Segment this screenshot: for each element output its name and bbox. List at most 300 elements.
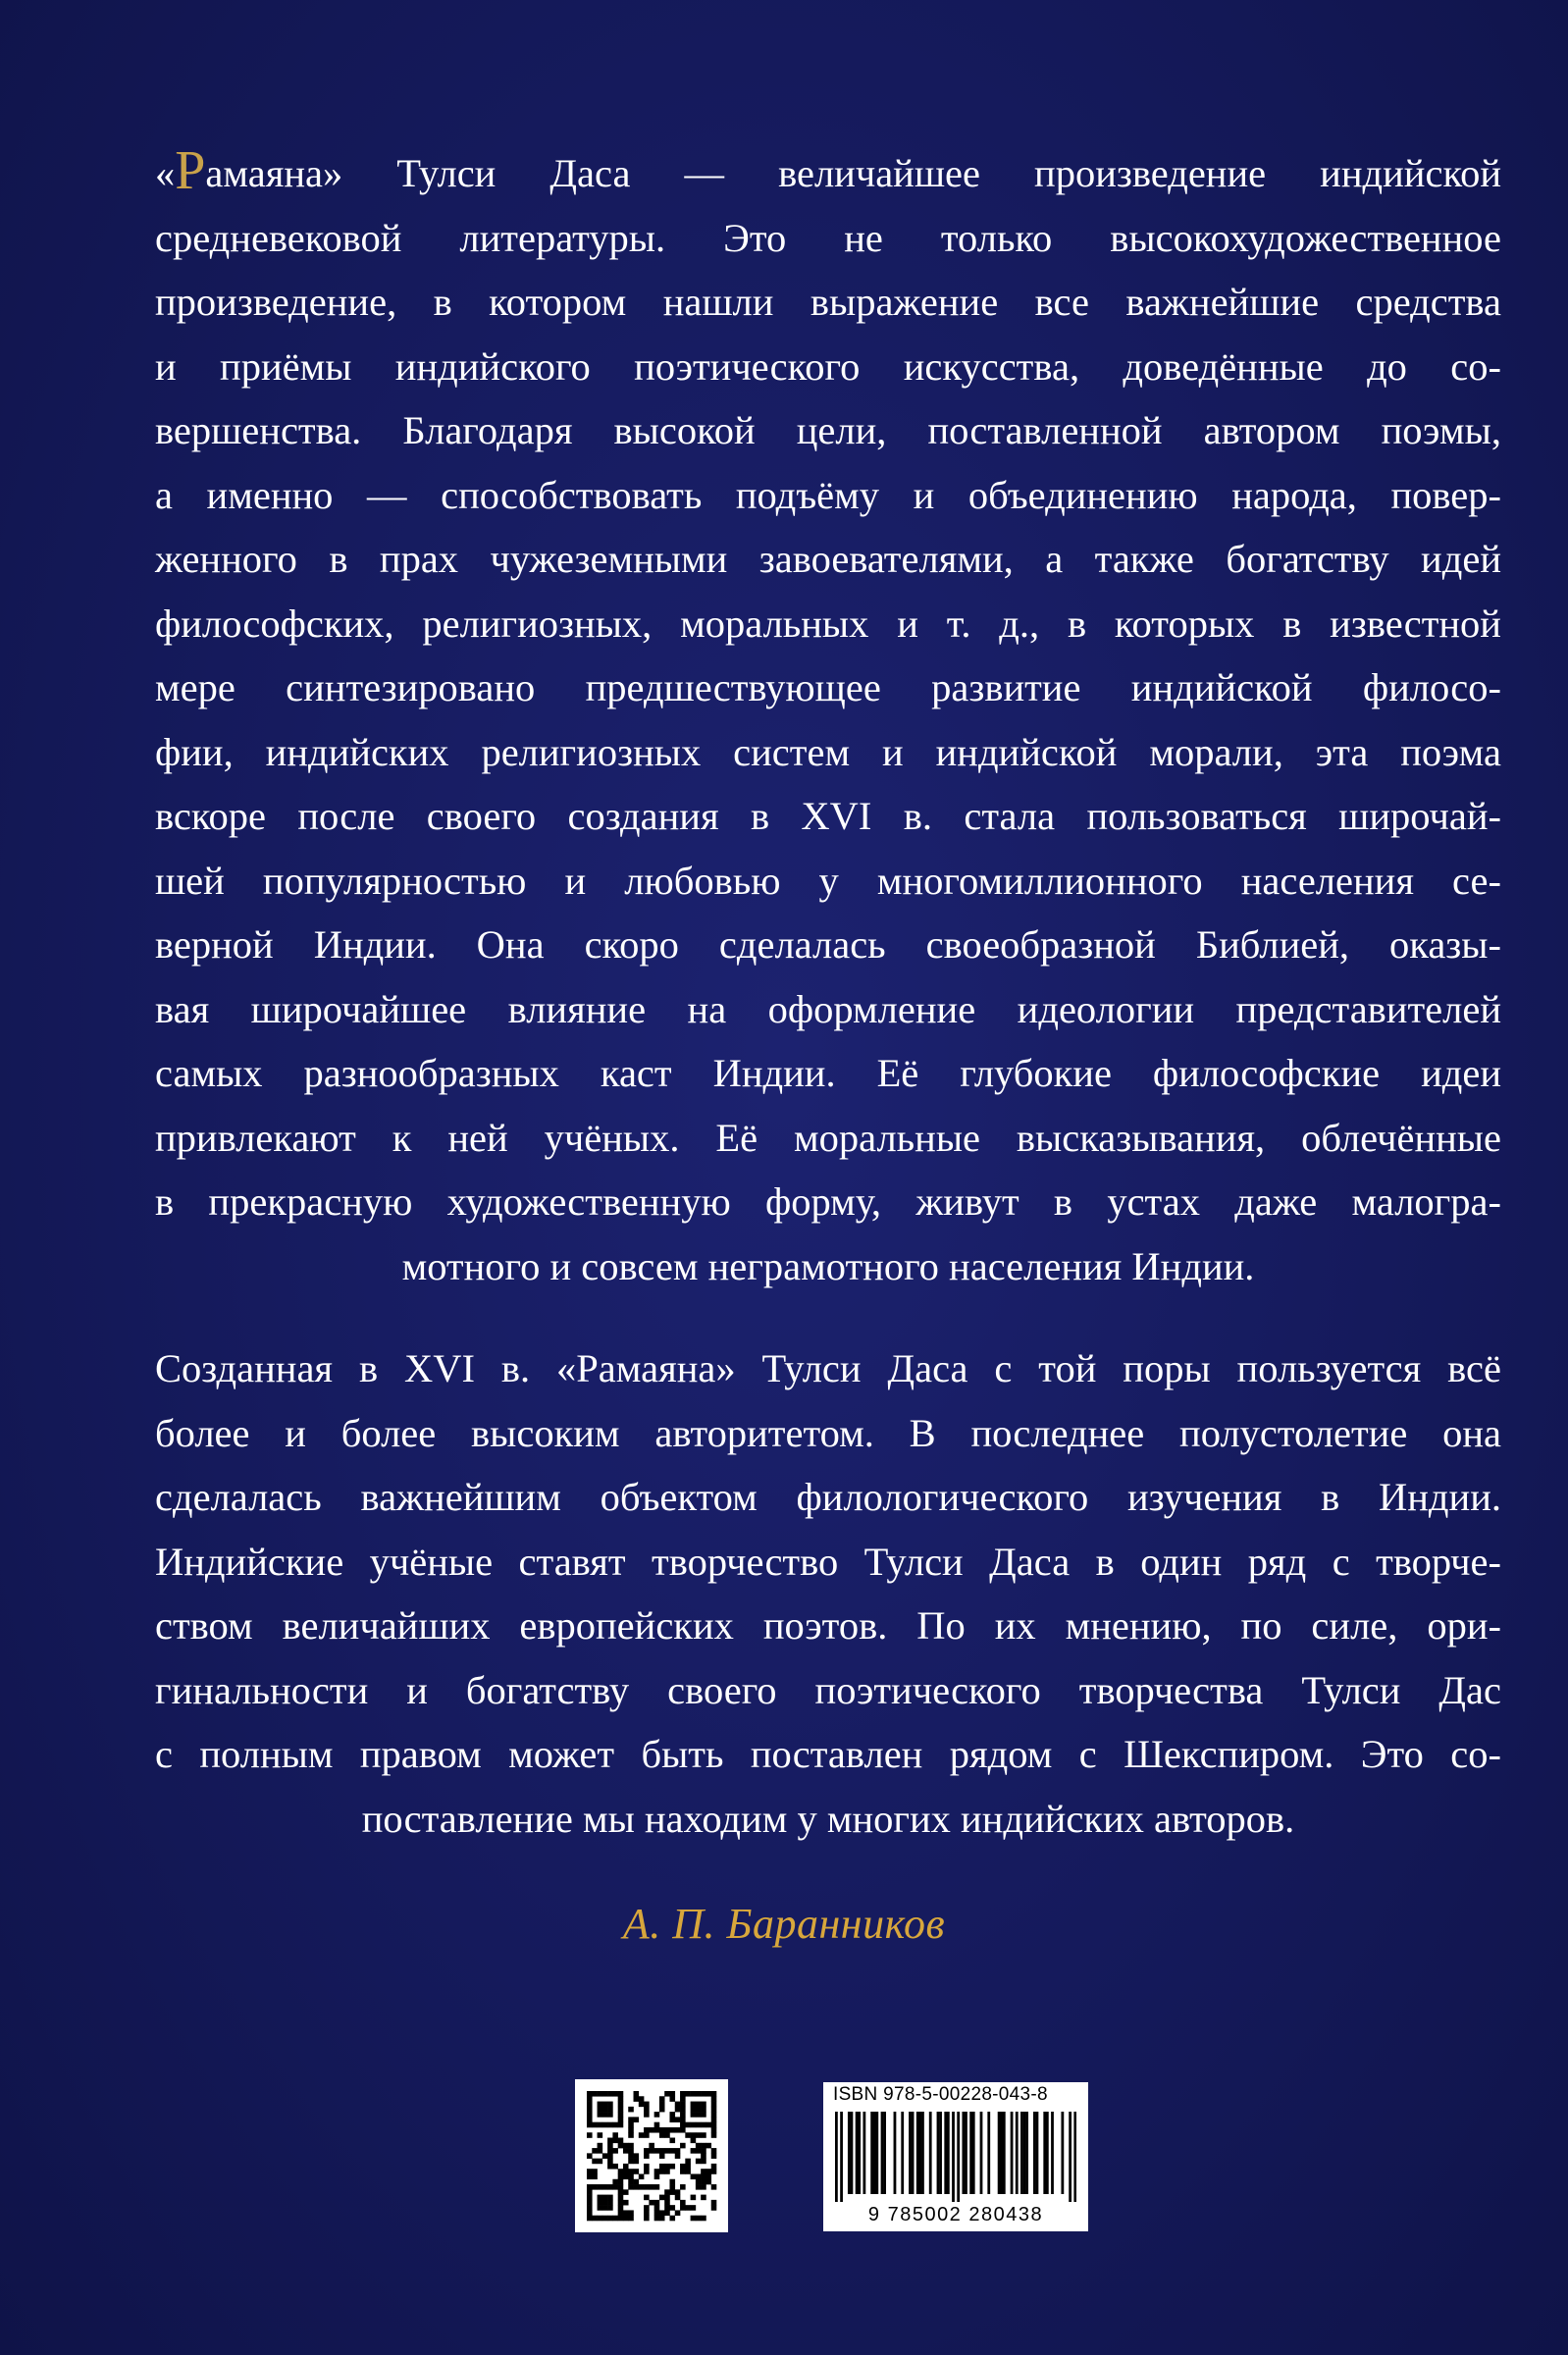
qr-module — [587, 2205, 593, 2211]
qr-module — [587, 2107, 593, 2113]
barcode-bar — [980, 2112, 983, 2194]
qr-module — [654, 2200, 660, 2206]
qr-module — [598, 2195, 603, 2201]
qr-module — [602, 2205, 608, 2211]
qr-module — [701, 2148, 706, 2154]
qr-module — [592, 2159, 598, 2165]
barcode-bar — [969, 2112, 972, 2194]
barcode-bar — [962, 2112, 965, 2194]
barcode-bar — [1025, 2112, 1028, 2194]
author-signature: А. П. Баранников — [622, 1900, 946, 1948]
qr-module — [628, 2132, 634, 2138]
qr-module — [669, 2184, 675, 2190]
qr-module — [587, 2173, 593, 2179]
qr-module — [602, 2184, 608, 2190]
qr-module — [598, 2102, 603, 2108]
qr-module — [628, 2143, 634, 2149]
barcode-bar — [1003, 2112, 1006, 2194]
qr-module — [691, 2195, 697, 2201]
qr-module — [680, 2127, 686, 2133]
qr-module — [644, 2184, 650, 2190]
qr-module — [680, 2091, 686, 2097]
qr-module — [607, 2107, 613, 2113]
qr-module — [587, 2210, 593, 2216]
qr-module — [623, 2143, 629, 2149]
barcode-bar — [1046, 2112, 1049, 2194]
qr-module — [618, 2096, 624, 2102]
qr-module — [669, 2179, 675, 2185]
qr-module — [592, 2173, 598, 2179]
qr-module — [649, 2184, 654, 2190]
qr-module — [628, 2117, 634, 2122]
paragraph-line: вскоре после своего создания в XVI в. стала пользоваться широчай- — [155, 794, 1501, 838]
qr-module — [607, 2159, 613, 2165]
barcode-bar — [1016, 2112, 1019, 2194]
qr-module — [623, 2216, 629, 2222]
qr-module — [669, 2216, 675, 2222]
qr-module — [680, 2184, 686, 2190]
barcode-bar — [957, 2112, 960, 2202]
qr-module — [634, 2169, 640, 2174]
qr-module — [644, 2107, 650, 2113]
barcode-bar — [921, 2112, 924, 2194]
qr-module — [664, 2164, 670, 2170]
paragraph-line: привлекают к ней учёных. Её моральные высказывания, облечённые — [155, 1115, 1501, 1160]
qr-module — [691, 2205, 697, 2211]
qr-module — [598, 2107, 603, 2113]
qr-module — [711, 2164, 717, 2170]
qr-module — [696, 2112, 702, 2118]
barcode-bar — [856, 2112, 859, 2194]
qr-module — [623, 2169, 629, 2174]
paragraph-line: средневековой литературы. Это не только высокохудожественное — [155, 215, 1501, 260]
qr-module — [598, 2205, 603, 2211]
qr-module — [607, 2138, 613, 2144]
barcode-bar — [1051, 2112, 1054, 2194]
qr-module — [644, 2205, 650, 2211]
qr-module — [607, 2153, 613, 2159]
qr-module — [644, 2195, 650, 2201]
qr-module — [654, 2122, 660, 2128]
qr-module — [680, 2169, 686, 2174]
qr-module — [696, 2107, 702, 2113]
qr-module — [680, 2117, 686, 2122]
qr-module — [618, 2184, 624, 2190]
qr-module — [598, 2216, 603, 2222]
drop-initial: Р — [175, 140, 206, 201]
qr-module — [607, 2112, 613, 2118]
qr-module — [711, 2122, 717, 2128]
qr-module — [675, 2107, 681, 2113]
qr-module — [623, 2189, 629, 2195]
barcode-bar — [883, 2112, 886, 2194]
qr-module — [675, 2189, 681, 2195]
qr-module — [592, 2091, 598, 2097]
qr-module — [598, 2122, 603, 2128]
qr-module — [612, 2179, 618, 2185]
paragraph-line: женного в прах чужеземными завоевателями, а также богатству идей — [155, 537, 1501, 581]
qr-module — [691, 2138, 697, 2144]
qr-module — [644, 2164, 650, 2170]
qr-module — [644, 2132, 650, 2138]
paragraph-line: произведение, в котором нашли выражение все важнейшие средства — [155, 280, 1501, 324]
paragraph-line: мере синтезировано предшествующее развитие индийской филосо- — [155, 665, 1501, 709]
qr-code — [575, 2079, 728, 2232]
qr-module — [691, 2216, 697, 2222]
qr-module — [644, 2102, 650, 2108]
paragraph-line — [155, 141, 1501, 206]
qr-module — [696, 2159, 702, 2165]
qr-module — [587, 2102, 593, 2108]
barcode-bar — [944, 2112, 947, 2194]
qr-module — [649, 2143, 654, 2149]
qr-module — [669, 2138, 675, 2144]
annotation-paragraph-2 — [155, 1336, 1501, 1851]
qr-module — [644, 2216, 650, 2222]
paragraph-line: сделалась важнейшим объектом филологического изучения в Индии. — [155, 1475, 1501, 1519]
qr-module — [711, 2169, 717, 2174]
qr-module — [696, 2091, 702, 2097]
qr-module — [612, 2184, 618, 2190]
qr-module — [639, 2173, 645, 2179]
qr-module — [634, 2096, 640, 2102]
qr-module — [696, 2216, 702, 2222]
barcode-bar — [894, 2112, 897, 2194]
qr-module — [696, 2122, 702, 2128]
qr-module — [587, 2169, 593, 2174]
qr-module — [607, 2102, 613, 2108]
qr-module — [598, 2200, 603, 2206]
qr-module — [654, 2112, 660, 2118]
paragraph-line: философских, религиозных, моральных и т. д., в которых в известной — [155, 601, 1501, 646]
qr-module — [598, 2159, 603, 2165]
qr-module — [706, 2173, 711, 2179]
paragraph-line: мотного и совсем неграмотного населения Индии. — [401, 1243, 1255, 1288]
qr-module — [639, 2132, 645, 2138]
qr-module — [711, 2127, 717, 2133]
qr-module — [706, 2179, 711, 2185]
qr-module — [696, 2148, 702, 2154]
qr-module — [587, 2132, 593, 2138]
qr-module — [587, 2184, 593, 2190]
qr-module — [659, 2102, 665, 2108]
qr-module — [680, 2112, 686, 2118]
qr-module — [602, 2195, 608, 2201]
qr-module — [701, 2195, 706, 2201]
qr-module — [618, 2173, 624, 2179]
qr-module — [612, 2216, 618, 2222]
barcode-bar — [875, 2112, 878, 2194]
qr-module — [706, 2091, 711, 2097]
paragraph-line: и приёмы индийского поэтического искусства, доведённые до со- — [155, 343, 1501, 389]
qr-module — [618, 2205, 624, 2211]
qr-module — [659, 2127, 665, 2133]
qr-module — [654, 2127, 660, 2133]
qr-module — [612, 2132, 618, 2138]
qr-module — [649, 2127, 654, 2133]
barcode-bar — [1011, 2112, 1014, 2194]
barcode-bar — [840, 2112, 843, 2202]
qr-module — [612, 2122, 618, 2128]
qr-module — [701, 2091, 706, 2097]
paragraph-line: фии, индийских религиозных систем и индийской морали, эта поэма — [155, 729, 1501, 774]
qr-module — [587, 2216, 593, 2222]
qr-module — [602, 2112, 608, 2118]
qr-module — [607, 2164, 613, 2170]
qr-module — [664, 2189, 670, 2195]
qr-module — [659, 2210, 665, 2216]
qr-module — [701, 2102, 706, 2108]
qr-module — [701, 2184, 706, 2190]
barcode-bar — [870, 2112, 873, 2194]
qr-module — [644, 2112, 650, 2118]
qr-module — [592, 2169, 598, 2174]
barcode-bar — [912, 2112, 915, 2194]
isbn-label: ISBN 978-5-00228-043-8 — [833, 2084, 1048, 2105]
qr-module — [634, 2153, 640, 2159]
barcode-bar — [987, 2112, 990, 2194]
qr-module — [675, 2127, 681, 2133]
qr-module — [680, 2122, 686, 2128]
qr-module — [706, 2143, 711, 2149]
barcode-bar — [929, 2112, 932, 2194]
qr-module — [644, 2210, 650, 2216]
qr-module — [634, 2091, 640, 2097]
barcode-bar — [1023, 2112, 1026, 2194]
qr-module — [701, 2173, 706, 2179]
qr-module — [701, 2122, 706, 2128]
qr-module — [685, 2169, 691, 2174]
qr-module — [607, 2091, 613, 2097]
qr-module — [623, 2173, 629, 2179]
qr-module — [691, 2091, 697, 2097]
qr-module — [654, 2205, 660, 2211]
qr-module — [706, 2169, 711, 2174]
qr-module — [691, 2148, 697, 2154]
qr-module — [696, 2143, 702, 2149]
barcode-digits: 9 785002 280438 — [867, 2204, 1044, 2225]
qr-module — [654, 2169, 660, 2174]
qr-module — [598, 2091, 603, 2097]
qr-module — [602, 2091, 608, 2097]
qr-module — [685, 2122, 691, 2128]
qr-module — [696, 2184, 702, 2190]
barcode-bar — [998, 2112, 1001, 2194]
qr-module — [664, 2195, 670, 2201]
qr-module — [587, 2112, 593, 2118]
qr-module — [612, 2091, 618, 2097]
qr-module — [691, 2132, 697, 2138]
barcode-bar — [939, 2112, 942, 2194]
qr-module — [618, 2117, 624, 2122]
qr-module — [680, 2096, 686, 2102]
qr-module — [592, 2216, 598, 2222]
barcode-bar — [1036, 2112, 1039, 2194]
qr-module — [659, 2148, 665, 2154]
qr-module — [711, 2096, 717, 2102]
qr-module — [649, 2200, 654, 2206]
qr-module — [602, 2200, 608, 2206]
qr-module — [628, 2122, 634, 2128]
qr-module — [623, 2210, 629, 2216]
qr-module — [644, 2153, 650, 2159]
qr-module — [654, 2148, 660, 2154]
barcode-bar — [873, 2112, 876, 2194]
paragraph-line: гинальности и богатству своего поэтического творчества Тулси Дас — [155, 1667, 1501, 1712]
qr-module — [680, 2107, 686, 2113]
qr-module — [711, 2107, 717, 2113]
qr-module — [618, 2189, 624, 2195]
qr-module — [664, 2127, 670, 2133]
qr-module — [669, 2148, 675, 2154]
qr-module — [659, 2195, 665, 2201]
qr-module — [612, 2148, 618, 2154]
qr-module — [612, 2138, 618, 2144]
paragraph-line: с полным правом может быть поставлен рядом с Шекспиром. Это со- — [155, 1732, 1501, 1776]
qr-module — [607, 2143, 613, 2149]
barcode-bar — [901, 2112, 904, 2194]
qr-module — [706, 2122, 711, 2128]
qr-module — [669, 2091, 675, 2097]
qr-module — [691, 2107, 697, 2113]
qr-module — [598, 2132, 603, 2138]
qr-module — [618, 2138, 624, 2144]
qr-module — [664, 2132, 670, 2138]
qr-module — [701, 2107, 706, 2113]
qr-module — [669, 2112, 675, 2118]
qr-module — [675, 2117, 681, 2122]
qr-module — [623, 2148, 629, 2154]
qr-module — [659, 2132, 665, 2138]
qr-module — [711, 2153, 717, 2159]
qr-module — [607, 2148, 613, 2154]
qr-module — [587, 2200, 593, 2206]
paragraph-line: вершенства. Благодаря высокой цели, поставленной автором поэмы, — [155, 408, 1501, 452]
qr-module — [664, 2205, 670, 2211]
paragraph-line: поставление мы находим у многих индийских авторов. — [361, 1796, 1295, 1841]
barcode-bar — [851, 2112, 854, 2194]
qr-module — [587, 2189, 593, 2195]
qr-module — [607, 2205, 613, 2211]
qr-module — [644, 2127, 650, 2133]
qr-module — [639, 2102, 645, 2108]
qr-module — [659, 2164, 665, 2170]
barcode-bar — [1073, 2112, 1076, 2202]
first-line-text: амаяна» Тулси Даса — величайшее произведение индийской — [205, 151, 1501, 195]
annotation-paragraph-1 — [155, 141, 1501, 1298]
qr-module — [623, 2164, 629, 2170]
qr-module — [685, 2205, 691, 2211]
qr-module — [664, 2200, 670, 2206]
qr-module — [618, 2122, 624, 2128]
qr-module — [669, 2127, 675, 2133]
qr-module — [634, 2117, 640, 2122]
qr-module — [685, 2091, 691, 2097]
qr-module — [711, 2132, 717, 2138]
barcode-bar — [965, 2112, 967, 2194]
qr-module — [696, 2132, 702, 2138]
qr-module — [607, 2216, 613, 2222]
qr-module — [680, 2205, 686, 2211]
barcode-icon — [835, 2112, 1076, 2202]
qr-module — [664, 2169, 670, 2174]
qr-module — [691, 2122, 697, 2128]
paragraph-line: Индийские учёные ставят творчество Тулси Даса в один ряд с творче- — [155, 1539, 1501, 1584]
qr-module — [602, 2102, 608, 2108]
qr-module — [711, 2091, 717, 2097]
qr-module — [701, 2179, 706, 2185]
qr-module — [618, 2200, 624, 2206]
paragraph-line: более и более высоким авторитетом. В последнее полустолетие она — [155, 1410, 1501, 1455]
qr-module — [592, 2148, 598, 2154]
qr-module — [696, 2173, 702, 2179]
qr-module — [654, 2216, 660, 2222]
qr-module — [691, 2173, 697, 2179]
qr-module — [701, 2143, 706, 2149]
qr-module — [696, 2102, 702, 2108]
qr-module — [701, 2153, 706, 2159]
barcode-bar — [916, 2112, 919, 2194]
paragraph-line: в прекрасную художественную форму, живут в устах даже малогра- — [155, 1179, 1501, 1224]
qr-module — [675, 2102, 681, 2108]
qr-module — [618, 2143, 624, 2149]
barcode-bar — [952, 2112, 955, 2202]
qr-module — [654, 2184, 660, 2190]
qr-module — [623, 2200, 629, 2206]
qr-module — [691, 2102, 697, 2108]
qr-module — [587, 2122, 593, 2128]
paragraph-line: ством величайших европейских поэтов. По их мнению, по силе, ори- — [155, 1603, 1501, 1648]
qr-module — [592, 2122, 598, 2128]
qr-module — [669, 2096, 675, 2102]
qr-module — [664, 2148, 670, 2154]
qr-module — [680, 2164, 686, 2170]
qr-module — [654, 2173, 660, 2179]
qr-module — [628, 2107, 634, 2113]
qr-module — [685, 2159, 691, 2165]
qr-module — [634, 2179, 640, 2185]
barcode-bar — [972, 2112, 975, 2194]
qr-module — [628, 2173, 634, 2179]
barcode-bar — [1043, 2112, 1046, 2194]
qr-module — [587, 2195, 593, 2201]
qr-module — [628, 2210, 634, 2216]
barcode-bar — [848, 2112, 851, 2194]
qr-module — [691, 2112, 697, 2118]
qr-module — [675, 2153, 681, 2159]
qr-module — [685, 2132, 691, 2138]
qr-module — [607, 2122, 613, 2128]
qr-module — [607, 2184, 613, 2190]
paragraph-line: а именно — способствовать подъёму и объединению народа, повер- — [155, 472, 1501, 517]
barcode-bar — [862, 2112, 865, 2194]
qr-module — [654, 2210, 660, 2216]
qr-module — [669, 2164, 675, 2170]
qr-module — [659, 2107, 665, 2113]
qr-module — [612, 2164, 618, 2170]
qr-module — [602, 2107, 608, 2113]
paragraph-line: верной Индии. Она скоро сделалась своеобразной Библией, оказы- — [155, 922, 1501, 967]
barcode-bar — [835, 2112, 838, 2202]
qr-module — [602, 2122, 608, 2128]
qr-module — [618, 2179, 624, 2185]
qr-module — [669, 2205, 675, 2211]
qr-module — [685, 2164, 691, 2170]
qr-module — [618, 2169, 624, 2174]
paragraph-line: Созданная в XVI в. «Рамаяна» Тулси Даса с той поры пользуется всё — [155, 1346, 1501, 1390]
qr-module — [618, 2091, 624, 2097]
qr-module — [659, 2169, 665, 2174]
